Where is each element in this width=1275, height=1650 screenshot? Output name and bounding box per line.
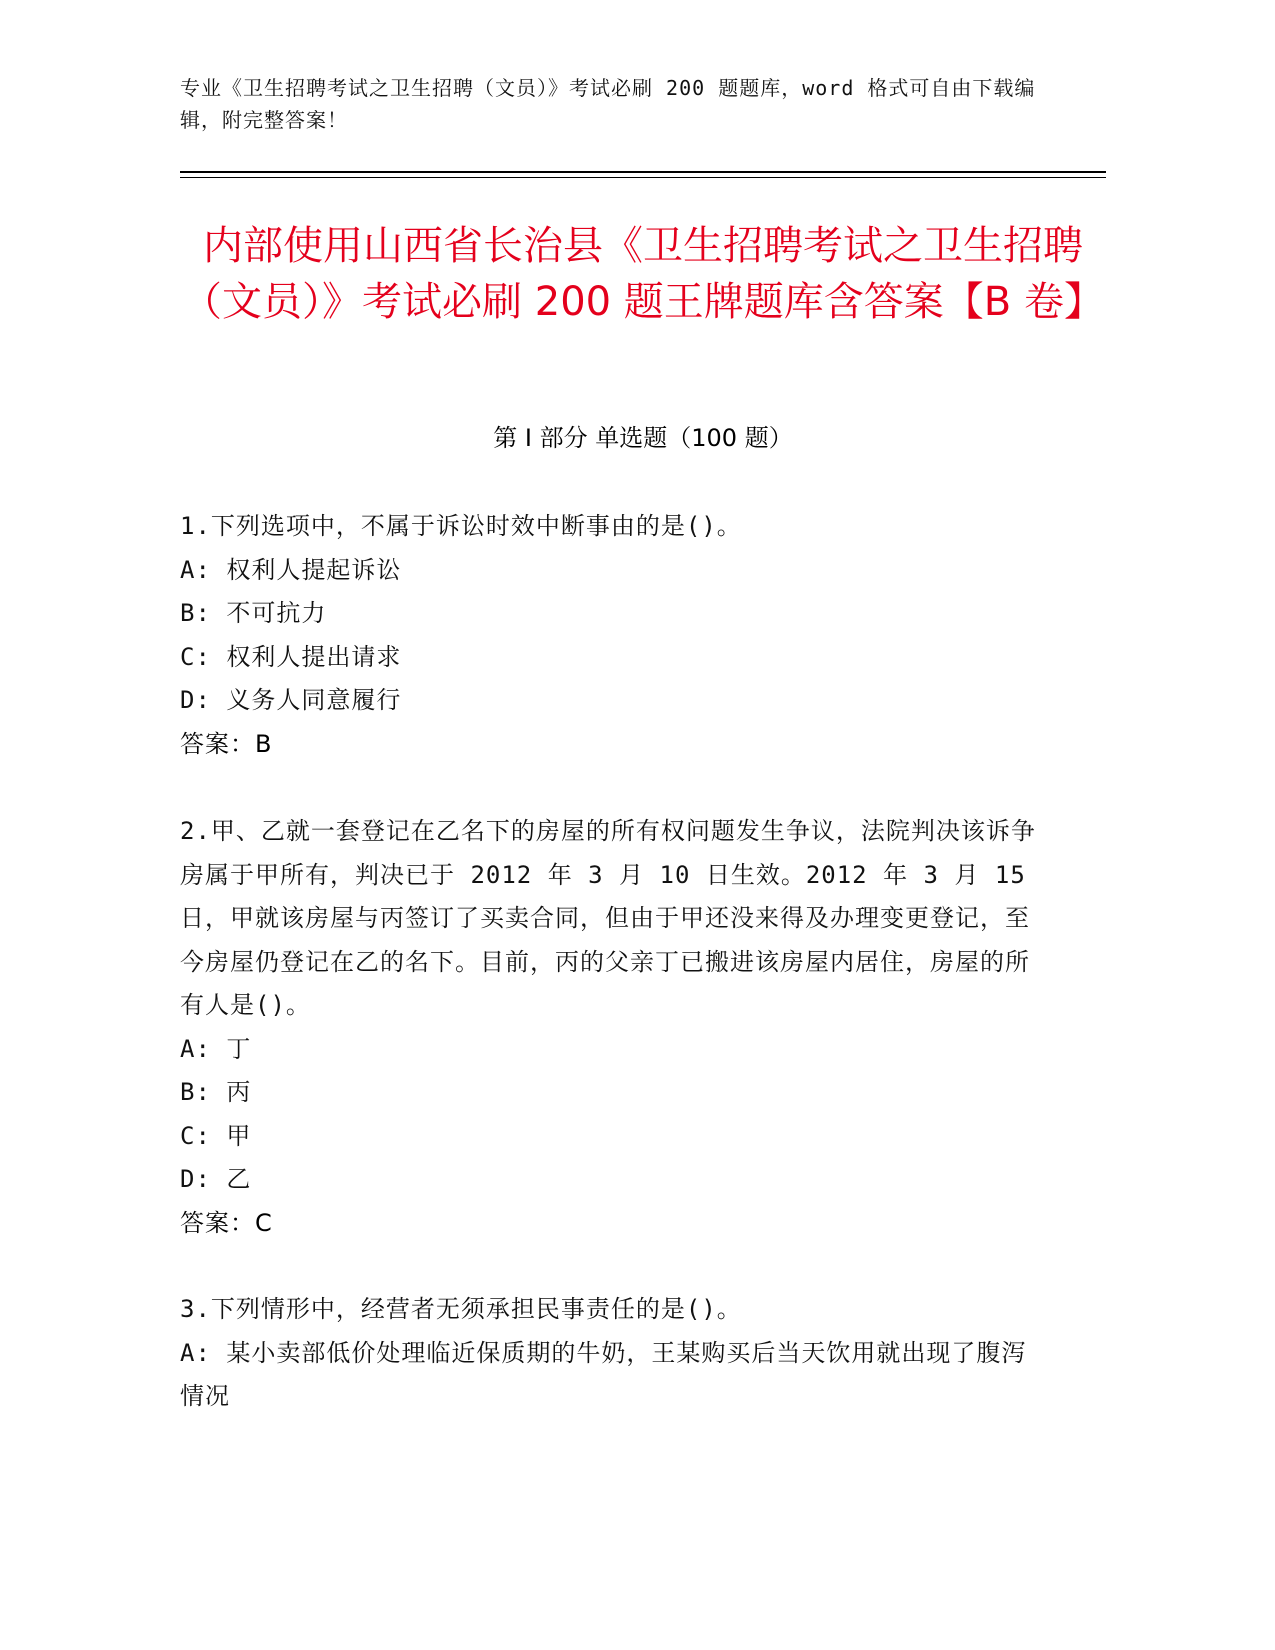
question-1 <box>180 505 1040 766</box>
document-title: 内部使用山西省长治县《卫生招聘考试之卫生招聘（文员）》考试必刷 200 题王牌题库含答案【B 卷】 <box>182 223 1104 325</box>
question-stem: 3.下列情形中，经营者无须承担民事责任的是()。 <box>180 1295 742 1323</box>
header-note: 专业《卫生招聘考试之卫生招聘（文员）》考试必刷 200 题题库，word 格式可自由下载编辑，附完整答案！ <box>180 76 1036 132</box>
option-d: D: 乙 <box>180 1165 252 1193</box>
question-3 <box>180 1288 1040 1419</box>
question-stem: 2.甲、乙就一套登记在乙名下的房屋的所有权问题发生争议，法院判决该诉争房属于甲所有，判决已于 2012 年 3 月 10 日生效。2012 年 3 月 15 日，甲就该房屋与丙签订了买卖合同，但由于甲还没来得及办理变更登记，至今房屋仍登记在乙的名下。目前，丙的父亲丁已搬进该房屋内居住，房屋的所有人是()。 <box>180 817 1036 1019</box>
option-c: C: 甲 <box>180 1121 252 1150</box>
option-b: B: 丙 <box>180 1078 252 1106</box>
section-title: 第 I 部分 单选题（100 题） <box>493 424 793 452</box>
option-a: A: 权利人提起诉讼 <box>180 555 402 584</box>
option-a: A: 丁 <box>180 1034 252 1063</box>
question-stem: 1.下列选项中，不属于诉讼时效中断事由的是()。 <box>180 512 742 540</box>
option-a: A: 某小卖部低价处理临近保质期的牛奶，王某购买后当天饮用就出现了腹泻情况 <box>180 1338 1027 1410</box>
question-2 <box>180 810 1040 1245</box>
option-d: D: 义务人同意履行 <box>180 686 402 714</box>
option-b: B: 不可抗力 <box>180 599 327 627</box>
option-c: C: 权利人提出请求 <box>180 642 402 671</box>
header-divider-thick <box>180 171 1106 173</box>
answer: 答案：C <box>180 1208 273 1237</box>
answer: 答案：B <box>180 729 273 758</box>
header-divider-thin <box>180 177 1106 178</box>
